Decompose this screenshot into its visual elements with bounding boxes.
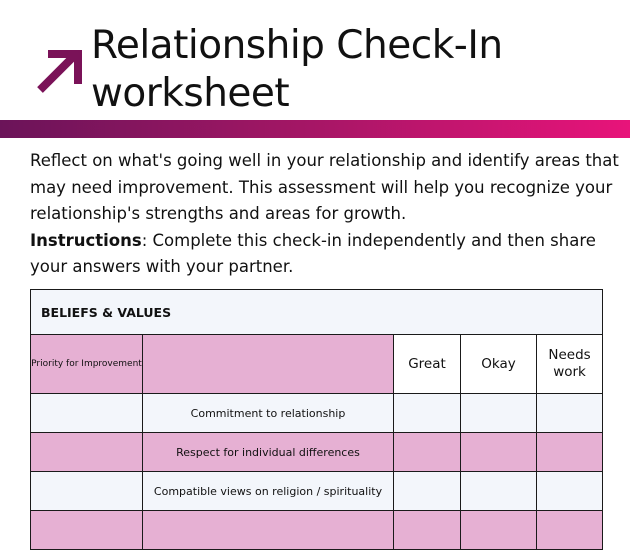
- item-label: Commitment to relationship: [143, 394, 394, 433]
- priority-cell[interactable]: [31, 433, 143, 472]
- intro-text: [30, 148, 625, 281]
- great-cell[interactable]: [394, 472, 461, 511]
- great-cell[interactable]: [394, 511, 461, 550]
- table-row: [31, 472, 603, 511]
- gradient-divider: [0, 120, 630, 138]
- okay-cell[interactable]: [461, 394, 537, 433]
- section-title: BELIEFS & VALUES: [31, 290, 603, 335]
- table-row: [31, 394, 603, 433]
- needs-work-cell[interactable]: [537, 433, 603, 472]
- okay-cell[interactable]: [461, 472, 537, 511]
- table-header-row: [31, 335, 603, 394]
- priority-cell[interactable]: [31, 472, 143, 511]
- intro-paragraph: Reflect on what's going well in your relationship and identify areas that may need improvement. This assessment will help you recognize your relationship's strengths and areas for growth.: [30, 151, 619, 223]
- needs-work-cell[interactable]: [537, 394, 603, 433]
- page-title: [91, 22, 503, 118]
- table-row: [31, 511, 603, 550]
- table-row: [31, 433, 603, 472]
- needs-work-header: Needs work: [537, 335, 603, 394]
- item-label: [143, 511, 394, 550]
- okay-header: Okay: [461, 335, 537, 394]
- needs-work-cell[interactable]: [537, 472, 603, 511]
- item-header: [143, 335, 394, 394]
- priority-cell[interactable]: [31, 394, 143, 433]
- worksheet-table: [30, 289, 603, 550]
- okay-cell[interactable]: [461, 433, 537, 472]
- item-label: Compatible views on religion / spirituality: [143, 472, 394, 511]
- instructions-text: : Complete this check-in independently and then share your answers with your partner.: [30, 230, 596, 276]
- great-cell[interactable]: [394, 433, 461, 472]
- instructions-label: Instructions: [30, 230, 142, 250]
- title-line-2: worksheet: [91, 71, 290, 116]
- needs-work-cell[interactable]: [537, 511, 603, 550]
- item-label: Respect for individual differences: [143, 433, 394, 472]
- priority-cell[interactable]: [31, 511, 143, 550]
- great-header: Great: [394, 335, 461, 394]
- okay-cell[interactable]: [461, 511, 537, 550]
- priority-header: Priority for Improvement: [31, 335, 143, 394]
- title-line-1: Relationship Check-In: [91, 23, 503, 68]
- great-cell[interactable]: [394, 394, 461, 433]
- arrow-up-right-icon: [34, 46, 84, 96]
